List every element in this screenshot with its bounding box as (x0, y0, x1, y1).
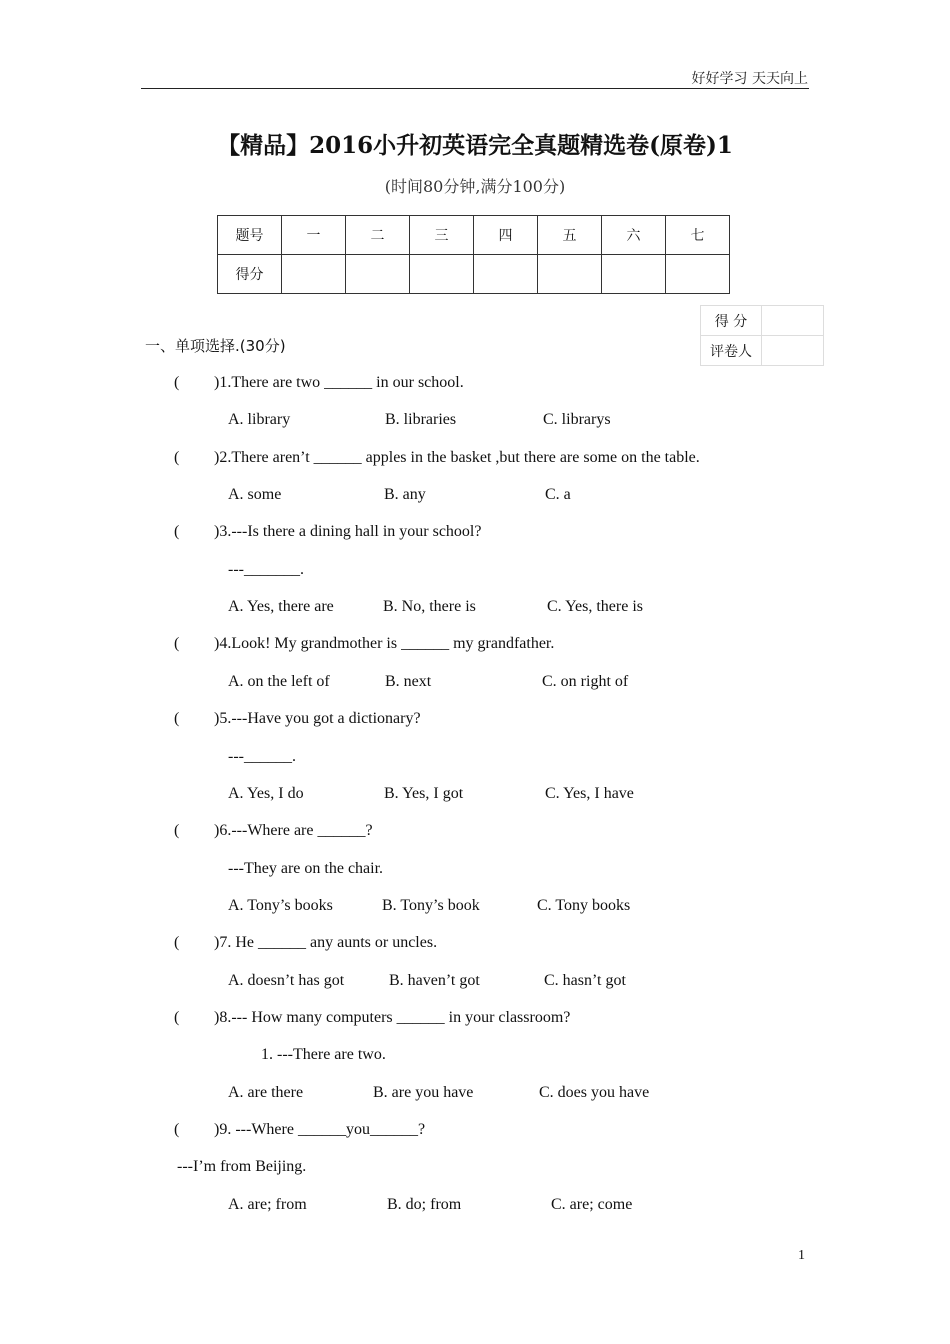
option-a: A. some (228, 486, 282, 503)
option-c: C. Tony books (537, 897, 631, 914)
option-c: C. does you have (539, 1084, 650, 1101)
section-heading: 一、单项选择.(30分) (145, 337, 286, 355)
option-b: B. libraries (385, 411, 457, 428)
score-table (217, 215, 730, 294)
header-slogan: 好好学习 天天向上 (691, 71, 808, 87)
page-number: 1 (798, 1248, 805, 1263)
option-b: B. next (385, 673, 432, 690)
answer-line: ---I’m from Beijing. (177, 1158, 307, 1175)
question-stem: )8.--- How many computers ______ in your classroom? (214, 1009, 571, 1026)
page-subtitle: (时间80分钟,满分100分) (384, 177, 566, 196)
question-stem: )1.There are two ______ in our school. (214, 374, 464, 391)
option-c: C. on right of (542, 673, 629, 690)
question-stem: )9. ---Where ______you______? (214, 1121, 426, 1138)
score-cell-empty (410, 255, 474, 294)
score-table-cell: 四 (474, 216, 538, 255)
question-paren: ( (174, 635, 180, 652)
option-a: A. are; from (228, 1196, 307, 1213)
question-stem: )3.---Is there a dining hall in your school? (214, 523, 482, 540)
option-a: A. doesn’t has got (228, 972, 345, 989)
answer-line: ---They are on the chair. (228, 860, 384, 877)
answer-line: ---______. (228, 748, 296, 765)
option-b: B. do; from (387, 1196, 462, 1213)
score-cell-empty (474, 255, 538, 294)
option-a: A. Yes, there are (228, 598, 334, 615)
question-stem: )5.---Have you got a dictionary? (214, 710, 421, 727)
question-stem: )2.There aren’t ______ apples in the basket ,but there are some on the table. (214, 449, 700, 466)
score-cell-empty (538, 255, 602, 294)
question-paren: ( (174, 1009, 180, 1026)
option-c: C. Yes, I have (545, 785, 634, 802)
question-stem: )7. He ______ any aunts or uncles. (214, 934, 438, 951)
score-table-header-row (218, 216, 730, 255)
score-cell-empty (602, 255, 666, 294)
grader-box (700, 305, 824, 366)
option-a: A. Yes, I do (228, 785, 304, 802)
score-table-cell: 六 (602, 216, 666, 255)
page-title: 【精品】2016小升初英语完全真题精选卷(原卷)1 (217, 132, 733, 159)
score-cell-empty (666, 255, 730, 294)
option-c: C. are; come (551, 1196, 633, 1213)
score-table-cell: 七 (666, 216, 730, 255)
score-cell-empty (346, 255, 410, 294)
option-b: B. are you have (373, 1084, 474, 1101)
score-table-cell: 五 (538, 216, 602, 255)
question-paren: ( (174, 1121, 180, 1138)
answer-line: 1. ---There are two. (261, 1046, 386, 1063)
score-table-cell: 一 (282, 216, 346, 255)
option-a: A. Tony’s books (228, 897, 333, 914)
question-paren: ( (174, 822, 180, 839)
header-rule (141, 88, 809, 89)
score-cell-empty (282, 255, 346, 294)
question-paren: ( (174, 374, 180, 391)
score-table-score-row (218, 255, 730, 294)
option-a: A. on the left of (228, 673, 330, 690)
option-b: B. No, there is (383, 598, 476, 615)
score-table-cell: 二 (346, 216, 410, 255)
grader-name-value (762, 336, 824, 366)
question-stem: )6.---Where are ______? (214, 822, 373, 839)
grader-score-value (762, 306, 824, 336)
score-table-cell: 三 (410, 216, 474, 255)
question-paren: ( (174, 710, 180, 727)
grader-score-label: 得 分 (701, 306, 762, 336)
option-b: B. Yes, I got (384, 785, 464, 802)
option-c: C. hasn’t got (544, 972, 626, 989)
grader-name-label: 评卷人 (701, 336, 762, 366)
option-c: C. Yes, there is (547, 598, 644, 615)
score-table-cell: 得分 (218, 255, 282, 294)
question-paren: ( (174, 523, 180, 540)
option-a: A. library (228, 411, 291, 428)
score-table-cell: 题号 (218, 216, 282, 255)
question-stem: )4.Look! My grandmother is ______ my grandfather. (214, 635, 555, 652)
option-b: B. any (384, 486, 426, 503)
option-c: C. librarys (543, 411, 611, 428)
answer-line: ---_______. (228, 561, 304, 578)
option-a: A. are there (228, 1084, 304, 1101)
option-b: B. Tony’s book (382, 897, 480, 914)
question-paren: ( (174, 934, 180, 951)
option-b: B. haven’t got (389, 972, 480, 989)
option-c: C. a (545, 486, 571, 503)
question-paren: ( (174, 449, 180, 466)
